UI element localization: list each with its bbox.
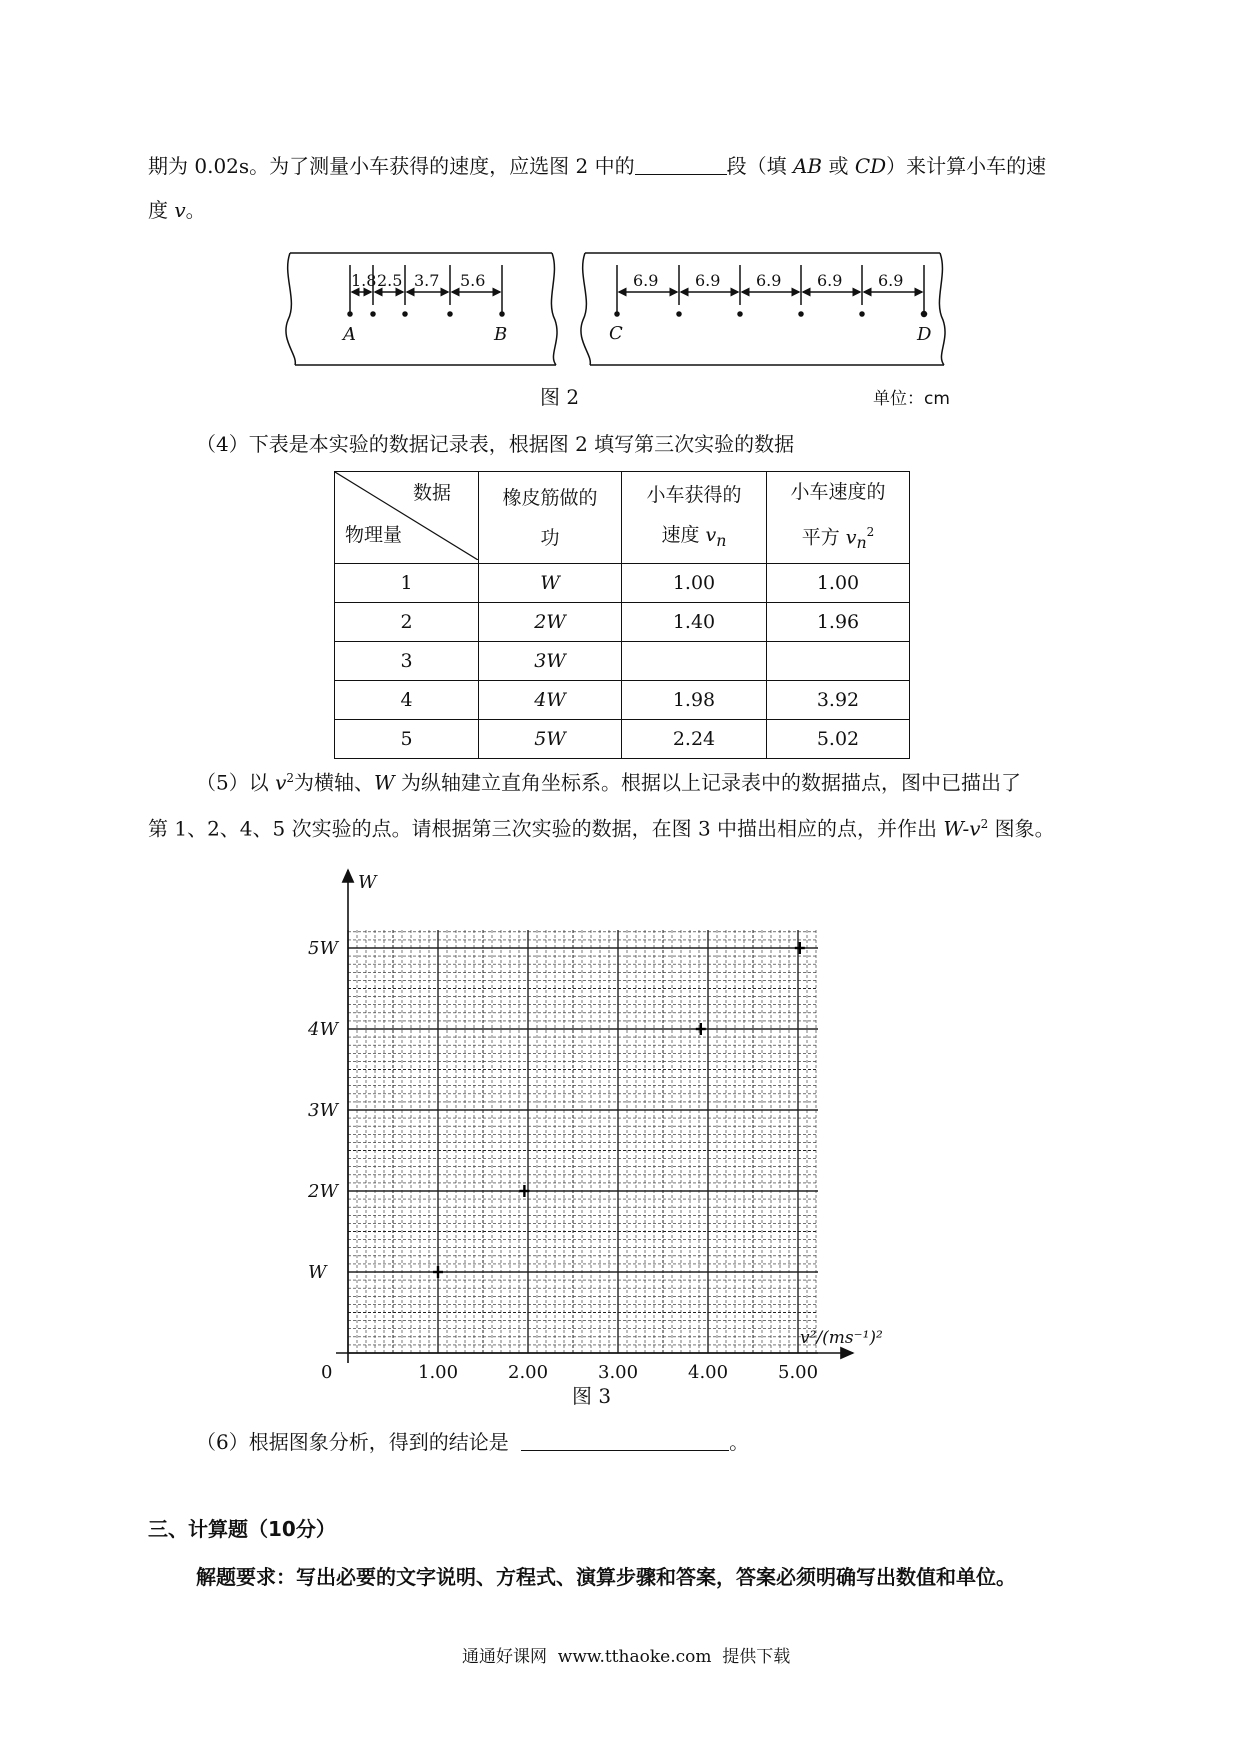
tape-left [286,253,557,365]
table-header-speedsq-line1: 小车速度的 [790,481,886,503]
q4-text: （4）下表是本实验的数据记录表，根据图 2 填写第三次实验的数据 [196,432,795,456]
x-axis-label: v²/(ms⁻¹)² [800,1328,883,1348]
y-tick-label: 4W [308,1019,338,1040]
table-header-speed [622,472,767,564]
table-header-speedsq-line2: 平方 $v_n^2$ [801,525,875,553]
q6-text [196,1424,749,1460]
table-header-work-line2: 功 [540,526,560,549]
table-cell-n: 5 [335,720,479,759]
x-tick-label: 2.00 [508,1362,549,1380]
table-cell-v: 1.40 [622,603,767,642]
table-row [335,720,910,759]
y-tick-label: 3W [308,1100,338,1121]
table-header-speed-squared [767,472,910,564]
q3-cd: CD [854,154,887,178]
q3-text-b: 段（填 [726,154,793,178]
figure2-tapes [0,0,1240,420]
point-d-label: D [917,324,932,345]
table-cell-v2: 5.02 [767,720,910,759]
table-cell-w: W [479,564,622,603]
table-row [335,603,910,642]
q3-or: 或 [822,154,855,178]
q3-line2-a: 度 [148,198,175,222]
y-axis-label: W [358,872,377,893]
tape-right-label-3: 6.9 [756,271,782,290]
table-cell-v-blank[interactable] [622,642,767,681]
q3-ab: AB [792,154,823,178]
table-corner-top: 数据 [413,482,452,504]
tape-right-label-2: 6.9 [695,271,721,290]
tape-right [581,253,945,365]
tape-left-label-1: 1.8 [351,271,377,290]
figure2-unit: 单位：cm [873,389,950,409]
table-cell-w: 4W [479,681,622,720]
figure3-chart [290,860,930,1380]
table-cell-v: 1.00 [622,564,767,603]
table-cell-v: 1.98 [622,681,767,720]
q5-line1: （5）以 $v^2$为横轴、W 为纵轴建立直角坐标系。根据以上记录表中的数据描点，图中已描出了 [196,770,1021,795]
table-corner-bottom: 物理量 [345,524,403,546]
section3-heading: 三、计算题（10分） [148,1517,336,1541]
figure2-caption: 图 2 [540,385,580,409]
footer-text: 通通好课网 www.tthaoke.com 提供下载 [462,1647,791,1667]
tape-right-label-1: 6.9 [633,271,659,290]
tape-left-label-2: 2.5 [377,271,403,290]
table-header-work-line1: 橡皮筋做的 [502,486,598,509]
table-cell-n: 4 [335,681,479,720]
figure3-caption: 图 3 [572,1384,612,1408]
table-cell-v2-blank[interactable] [767,642,910,681]
x-tick-label: 5.00 [778,1362,819,1380]
tape-left-label-3: 3.7 [414,271,440,290]
q6-period: 。 [729,1430,750,1454]
point-c-label: C [609,323,623,344]
x-tick-label: 4.00 [688,1362,729,1380]
data-point [795,942,805,954]
q6-prompt: （6）根据图象分析，得到的结论是 [196,1430,509,1454]
data-point [433,1266,443,1278]
table-row [335,642,910,681]
tape-left-label-4: 5.6 [460,271,486,290]
table-cell-n: 2 [335,603,479,642]
table-cell-n: 3 [335,642,479,681]
q3-line2-b: 。 [185,198,206,222]
table-cell-n: 1 [335,564,479,603]
table-header-work [479,472,622,564]
q3-text-a: 期为 0.02s。为了测量小车获得的速度，应选图 2 中的 [148,154,635,178]
data-table [334,471,910,759]
point-b-label: B [494,324,508,345]
q6-answer-blank[interactable] [521,1428,729,1451]
table-cell-w: 2W [479,603,622,642]
q3-text-c: ）来计算小车的速 [886,154,1047,178]
section3-requirement: 解题要求：写出必要的文字说明、方程式、演算步骤和答案，答案必须明确写出数值和单位。 [196,1565,1016,1589]
tape-right-label-5: 6.9 [878,271,904,290]
q5-line2: 第 1、2、4、5 次实验的点。请根据第三次实验的数据，在图 3 中描出相应的点，并作出 $W-v^2$ 图象。 [148,816,1055,841]
table-corner-cell [335,472,479,564]
table-row [335,681,910,720]
table-cell-w: 3W [479,642,622,681]
point-a-label: A [343,324,356,345]
data-point [696,1023,706,1035]
tape-right-label-4: 6.9 [817,271,843,290]
x-tick-label: 3.00 [598,1362,639,1380]
x-origin-label: 0 [321,1362,333,1380]
table-cell-v2: 1.96 [767,603,910,642]
table-cell-v: 2.24 [622,720,767,759]
y-tick-label: 2W [308,1181,338,1202]
table-header-speed-line1: 小车获得的 [646,483,742,506]
table-cell-v2: 3.92 [767,681,910,720]
y-tick-label: 5W [308,938,338,959]
table-cell-v2: 1.00 [767,564,910,603]
y-tick-label: W [308,1262,327,1283]
table-cell-w: 5W [479,720,622,759]
q3-v: v [174,198,186,222]
table-header-speed-line2: 速度 $v_n$ [661,523,727,550]
table-row [335,564,910,603]
x-tick-label: 1.00 [418,1362,459,1380]
